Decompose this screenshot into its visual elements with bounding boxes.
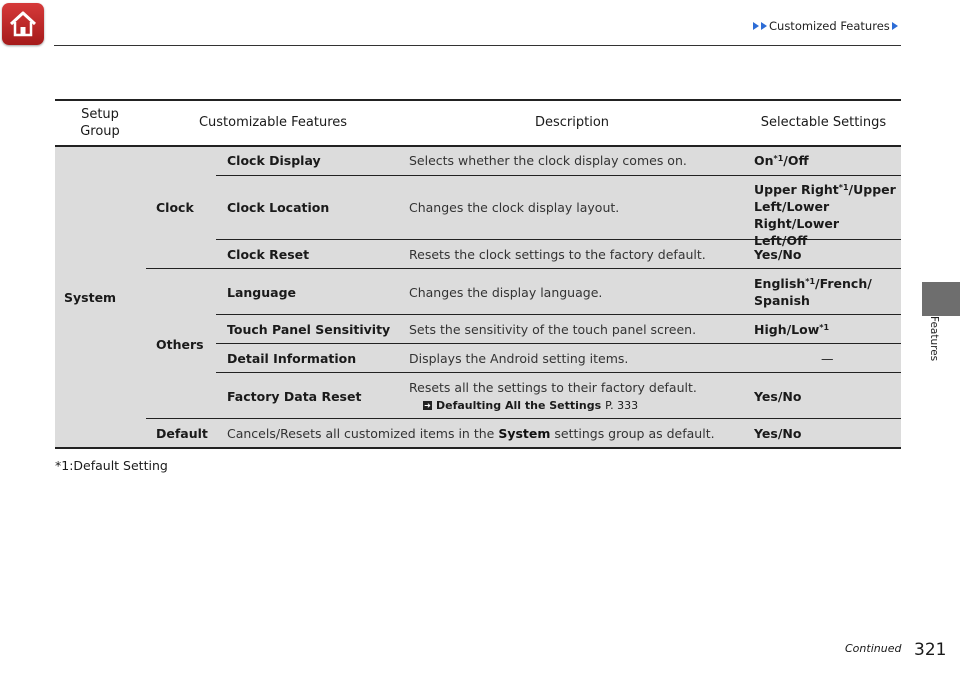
- table-top-rule: [55, 99, 901, 101]
- feature-name: Touch Panel Sensitivity: [227, 322, 391, 337]
- header-setup-group: Setup Group: [80, 107, 120, 139]
- arrow-link-icon: ➜: [424, 401, 431, 410]
- breadcrumb-arrow-icon: [753, 22, 759, 30]
- setup-group-label: System: [64, 290, 117, 305]
- breadcrumb-arrow-icon: [892, 22, 898, 30]
- row-divider: [216, 314, 901, 315]
- feature-description: Changes the clock display layout.: [409, 200, 620, 215]
- feature-description: Sets the sensitivity of the touch panel screen.: [409, 322, 697, 337]
- section-tab-marker: [922, 282, 960, 316]
- feature-name: Default: [156, 426, 208, 441]
- feature-description: Selects whether the clock display comes on.: [409, 153, 687, 168]
- feature-settings: High/Low$^{*1}$: [754, 322, 830, 337]
- footnote: *1:Default Setting: [55, 458, 168, 473]
- home-icon: [6, 7, 40, 41]
- home-button[interactable]: [2, 3, 44, 45]
- feature-name: Clock Location: [227, 200, 330, 215]
- feature-name: Clock Reset: [227, 247, 310, 262]
- header-selectable-settings: Selectable Settings: [760, 115, 887, 130]
- header-customizable-features: Customizable Features: [198, 115, 348, 130]
- feature-settings: Yes/No: [754, 247, 802, 262]
- feature-name: Language: [227, 285, 297, 300]
- section-tab-label: Features: [928, 316, 940, 362]
- feature-settings: —: [821, 351, 834, 366]
- subgroup-label: Clock: [156, 200, 194, 215]
- header-description: Description: [534, 115, 610, 130]
- feature-description: Resets the clock settings to the factory default.: [409, 247, 706, 262]
- feature-description: Cancels/Resets all customized items in the System settings group as default.: [227, 426, 715, 441]
- header-bottom-rule: [55, 145, 901, 147]
- feature-name: Detail Information: [227, 351, 357, 366]
- settings-table: [55, 99, 901, 450]
- row-divider: [146, 418, 901, 419]
- feature-settings: Yes/No: [754, 426, 802, 441]
- feature-settings: Yes/No: [754, 389, 802, 404]
- header-divider: [54, 45, 901, 46]
- subgroup-label: Others: [156, 337, 204, 352]
- feature-settings: Upper Right$^{*1}$/Upper Left/Lower Right/Lower Left/Off: [754, 182, 896, 248]
- row-divider: [216, 372, 901, 373]
- feature-description: Displays the Android setting items.: [409, 351, 629, 366]
- row-divider: [216, 343, 901, 344]
- feature-description: Resets all the settings to their factory default.: [409, 380, 697, 395]
- row-divider: [146, 268, 901, 269]
- row-divider: [216, 175, 901, 176]
- feature-name: Clock Display: [227, 153, 321, 168]
- cross-reference-link[interactable]: ➜ Defaulting All the Settings P. 333: [424, 399, 639, 412]
- breadcrumb[interactable]: [753, 19, 898, 33]
- continued-label: Continued: [845, 642, 902, 655]
- feature-description: Changes the display language.: [409, 285, 603, 300]
- feature-settings: On$^{*1}$/Off: [754, 153, 809, 168]
- page-number: 321: [914, 640, 947, 660]
- table-bottom-rule: [55, 447, 901, 449]
- breadcrumb-label: Customized Features: [769, 19, 890, 33]
- feature-name: Factory Data Reset: [227, 389, 362, 404]
- breadcrumb-arrow-icon: [761, 22, 767, 30]
- feature-settings: English$^{*1}$/French/ Spanish: [754, 276, 872, 308]
